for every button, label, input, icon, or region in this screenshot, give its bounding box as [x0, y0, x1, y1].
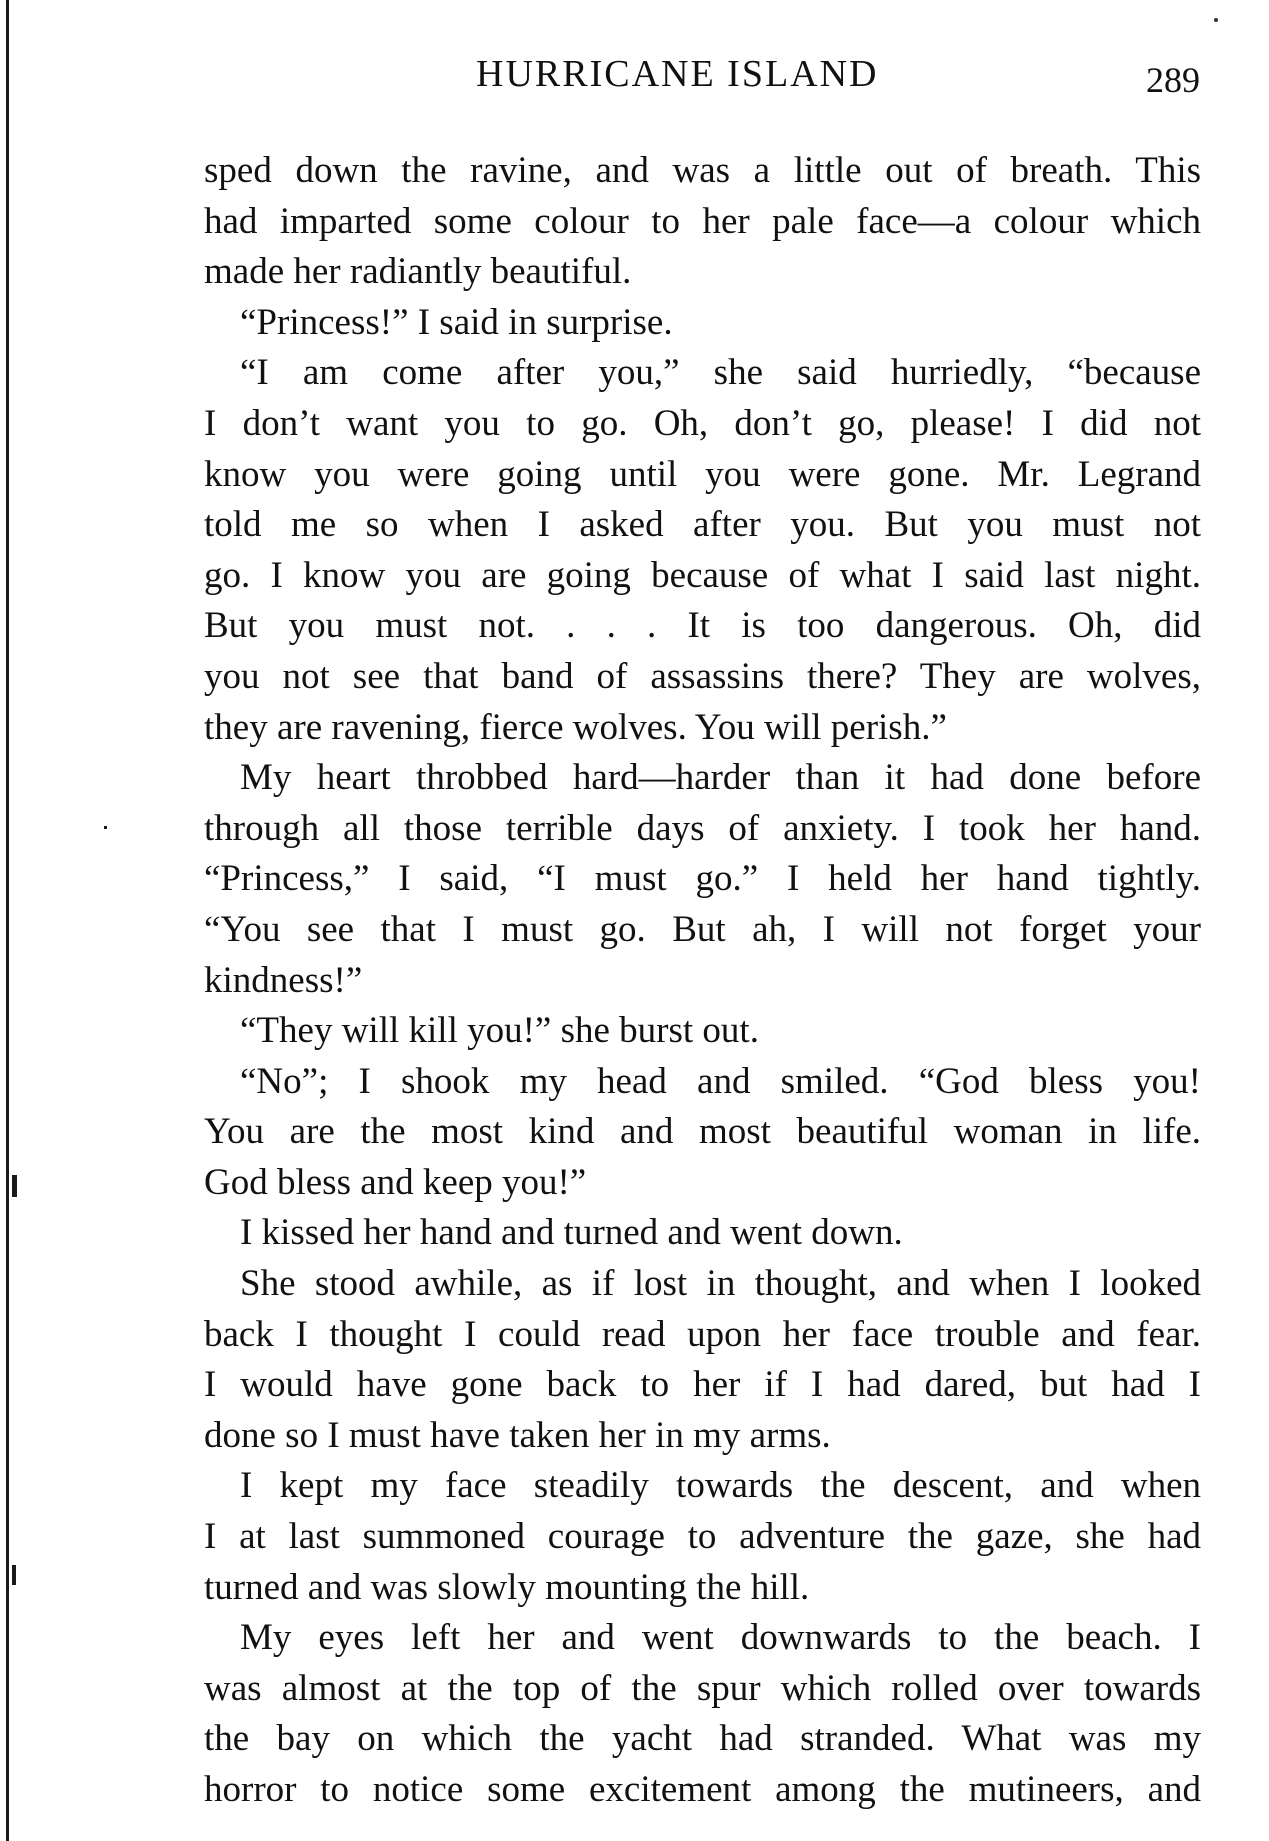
text-line: “No”; I shook my head and smiled. “God bless you! [240, 1060, 1201, 1102]
text-line: “You see that I must go. But ah, I will not forget your [204, 908, 1201, 950]
text-line: through all those terrible days of anxiety. I took her hand. [204, 807, 1201, 849]
text-line: know you were going until you were gone. Mr. Legrand [204, 453, 1201, 495]
text-line: I don’t want you to go. Oh, don’t go, please! I did not [204, 402, 1201, 444]
text-line: kindness!” [204, 959, 363, 1001]
text-line: God bless and keep you!” [204, 1161, 587, 1203]
text-line: “Princess,” I said, “I must go.” I held her hand tightly. [204, 858, 1201, 900]
text-line: the bay on which the yacht had stranded. What was my [204, 1718, 1201, 1760]
text-line: sped down the ravine, and was a little out of breath. This [204, 150, 1201, 191]
text-line: done so I must have taken her in my arms. [204, 1414, 831, 1456]
text-line: I at last summoned courage to adventure the gaze, she had [204, 1516, 1201, 1558]
running-title: HURRICANE ISLAND [476, 53, 879, 95]
running-head [0, 44, 1269, 104]
binding-mark [12, 1565, 16, 1585]
text-line: told me so when I asked after you. But you must not [204, 504, 1201, 546]
text-line: they are ravening, fierce wolves. You will perish.” [204, 706, 947, 748]
page-binding-edge [6, 0, 9, 1841]
text-line: I kissed her hand and turned and went down. [240, 1212, 903, 1254]
body-text [204, 146, 1201, 1816]
text-line: go. I know you are going because of what I said last night. [204, 554, 1201, 596]
text-line: was almost at the top of the spur which rolled over towards [204, 1667, 1201, 1709]
text-line: had imparted some colour to her pale face—a colour which [204, 200, 1201, 242]
text-line: “They will kill you!” she burst out. [240, 1010, 759, 1052]
text-line: horror to notice some excitement among the mutineers, and [204, 1769, 1201, 1810]
text-line: You are the most kind and most beautiful woman in life. [204, 1111, 1201, 1153]
text-line: I would have gone back to her if I had dared, but had I [204, 1364, 1201, 1406]
text-line: made her radiantly beautiful. [204, 251, 632, 293]
text-line: “I am come after you,” she said hurriedly, “because [240, 352, 1201, 394]
text-line: She stood awhile, as if lost in thought, and when I looked [240, 1263, 1201, 1305]
binding-mark [12, 1175, 17, 1197]
corner-dot [1214, 18, 1218, 22]
text-line: My eyes left her and went downwards to the beach. I [240, 1617, 1201, 1659]
text-line: “Princess!” I said in surprise. [240, 301, 673, 343]
text-line: turned and was slowly mounting the hill. [204, 1566, 810, 1608]
text-line: back I thought I could read upon her face trouble and fear. [204, 1313, 1201, 1355]
binding-mark [104, 826, 107, 829]
text-line: I kept my face steadily towards the descent, and when [240, 1465, 1201, 1507]
text-line: But you must not. . . . It is too dangerous. Oh, did [204, 605, 1201, 647]
page-number: 289 [1146, 60, 1200, 100]
text-line: My heart throbbed hard—harder than it had done before [240, 757, 1201, 799]
text-line: you not see that band of assassins there? They are wolves, [204, 655, 1201, 697]
